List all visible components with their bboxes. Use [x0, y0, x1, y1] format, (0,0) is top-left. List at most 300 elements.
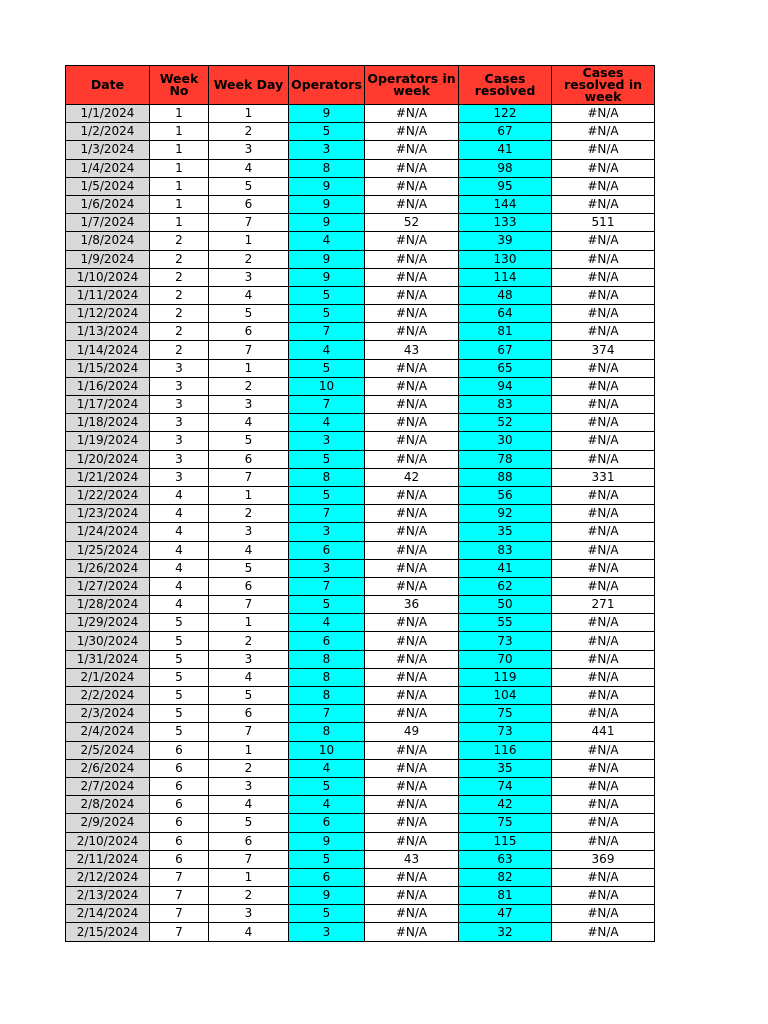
- cases-resolved-in-week-cell[interactable]: 374: [552, 341, 655, 359]
- operators-in-week-cell[interactable]: #N/A: [365, 832, 459, 850]
- cases-resolved-in-week-cell[interactable]: #N/A: [552, 650, 655, 668]
- cases-resolved-cell[interactable]: 73: [459, 632, 552, 650]
- operators-in-week-cell[interactable]: 42: [365, 468, 459, 486]
- week-day-cell[interactable]: 7: [209, 596, 289, 614]
- cases-resolved-in-week-cell[interactable]: #N/A: [552, 505, 655, 523]
- operators-in-week-cell[interactable]: #N/A: [365, 486, 459, 504]
- cases-resolved-cell[interactable]: 56: [459, 486, 552, 504]
- operators-in-week-cell[interactable]: #N/A: [365, 796, 459, 814]
- date-cell[interactable]: 1/11/2024: [66, 286, 150, 304]
- week-no-cell[interactable]: 5: [150, 705, 209, 723]
- operators-in-week-cell[interactable]: #N/A: [365, 541, 459, 559]
- cases-resolved-cell[interactable]: 41: [459, 559, 552, 577]
- cases-resolved-cell[interactable]: 48: [459, 286, 552, 304]
- date-cell[interactable]: 1/19/2024: [66, 432, 150, 450]
- cases-resolved-in-week-cell[interactable]: #N/A: [552, 523, 655, 541]
- operators-in-week-cell[interactable]: 36: [365, 596, 459, 614]
- week-day-cell[interactable]: 5: [209, 814, 289, 832]
- cases-resolved-cell[interactable]: 122: [459, 105, 552, 123]
- cases-resolved-cell[interactable]: 63: [459, 850, 552, 868]
- week-day-cell[interactable]: 2: [209, 505, 289, 523]
- week-no-cell[interactable]: 3: [150, 359, 209, 377]
- week-no-cell[interactable]: 2: [150, 286, 209, 304]
- week-day-cell[interactable]: 4: [209, 541, 289, 559]
- cases-resolved-in-week-cell[interactable]: #N/A: [552, 814, 655, 832]
- date-cell[interactable]: 1/3/2024: [66, 141, 150, 159]
- week-day-cell[interactable]: 1: [209, 486, 289, 504]
- operators-in-week-cell[interactable]: #N/A: [365, 105, 459, 123]
- week-day-cell[interactable]: 7: [209, 850, 289, 868]
- cases-resolved-cell[interactable]: 55: [459, 614, 552, 632]
- cases-resolved-in-week-cell[interactable]: #N/A: [552, 668, 655, 686]
- week-no-cell[interactable]: 6: [150, 832, 209, 850]
- week-day-cell[interactable]: 7: [209, 468, 289, 486]
- operators-cell[interactable]: 8: [289, 668, 365, 686]
- cases-resolved-cell[interactable]: 81: [459, 887, 552, 905]
- date-cell[interactable]: 1/21/2024: [66, 468, 150, 486]
- operators-cell[interactable]: 9: [289, 214, 365, 232]
- cases-resolved-cell[interactable]: 82: [459, 868, 552, 886]
- week-day-cell[interactable]: 2: [209, 377, 289, 395]
- date-cell[interactable]: 2/3/2024: [66, 705, 150, 723]
- week-no-cell[interactable]: 5: [150, 668, 209, 686]
- cases-resolved-in-week-cell[interactable]: #N/A: [552, 123, 655, 141]
- cases-resolved-cell[interactable]: 98: [459, 159, 552, 177]
- cases-resolved-in-week-cell[interactable]: #N/A: [552, 141, 655, 159]
- operators-in-week-cell[interactable]: #N/A: [365, 577, 459, 595]
- cases-resolved-in-week-cell[interactable]: #N/A: [552, 759, 655, 777]
- operators-cell[interactable]: 4: [289, 796, 365, 814]
- week-day-cell[interactable]: 6: [209, 832, 289, 850]
- cases-resolved-in-week-cell[interactable]: 331: [552, 468, 655, 486]
- week-day-cell[interactable]: 3: [209, 141, 289, 159]
- cases-resolved-cell[interactable]: 70: [459, 650, 552, 668]
- date-cell[interactable]: 1/31/2024: [66, 650, 150, 668]
- week-day-cell[interactable]: 1: [209, 614, 289, 632]
- operators-in-week-cell[interactable]: #N/A: [365, 432, 459, 450]
- date-cell[interactable]: 1/28/2024: [66, 596, 150, 614]
- week-day-cell[interactable]: 2: [209, 759, 289, 777]
- operators-in-week-cell[interactable]: #N/A: [365, 123, 459, 141]
- cases-resolved-cell[interactable]: 83: [459, 541, 552, 559]
- operators-cell[interactable]: 9: [289, 177, 365, 195]
- cases-resolved-cell[interactable]: 30: [459, 432, 552, 450]
- operators-in-week-cell[interactable]: #N/A: [365, 814, 459, 832]
- date-cell[interactable]: 1/22/2024: [66, 486, 150, 504]
- week-day-cell[interactable]: 4: [209, 414, 289, 432]
- cases-resolved-in-week-cell[interactable]: #N/A: [552, 268, 655, 286]
- cases-resolved-in-week-cell[interactable]: #N/A: [552, 541, 655, 559]
- cases-resolved-cell[interactable]: 50: [459, 596, 552, 614]
- cases-resolved-in-week-cell[interactable]: #N/A: [552, 923, 655, 941]
- week-day-cell[interactable]: 7: [209, 723, 289, 741]
- cases-resolved-cell[interactable]: 78: [459, 450, 552, 468]
- date-cell[interactable]: 1/4/2024: [66, 159, 150, 177]
- operators-cell[interactable]: 7: [289, 705, 365, 723]
- operators-cell[interactable]: 5: [289, 596, 365, 614]
- operators-in-week-cell[interactable]: #N/A: [365, 195, 459, 213]
- date-cell[interactable]: 1/13/2024: [66, 323, 150, 341]
- week-day-cell[interactable]: 1: [209, 359, 289, 377]
- week-day-cell[interactable]: 4: [209, 286, 289, 304]
- operators-cell[interactable]: 9: [289, 832, 365, 850]
- week-no-cell[interactable]: 4: [150, 486, 209, 504]
- cases-resolved-cell[interactable]: 41: [459, 141, 552, 159]
- operators-cell[interactable]: 3: [289, 523, 365, 541]
- week-day-cell[interactable]: 3: [209, 905, 289, 923]
- date-cell[interactable]: 2/11/2024: [66, 850, 150, 868]
- week-no-cell[interactable]: 6: [150, 741, 209, 759]
- date-cell[interactable]: 2/15/2024: [66, 923, 150, 941]
- cases-resolved-cell[interactable]: 115: [459, 832, 552, 850]
- cases-resolved-in-week-cell[interactable]: #N/A: [552, 323, 655, 341]
- week-day-cell[interactable]: 5: [209, 687, 289, 705]
- operators-in-week-cell[interactable]: 43: [365, 850, 459, 868]
- week-no-cell[interactable]: 6: [150, 814, 209, 832]
- week-day-cell[interactable]: 4: [209, 668, 289, 686]
- cases-resolved-in-week-cell[interactable]: 369: [552, 850, 655, 868]
- operators-in-week-cell[interactable]: 52: [365, 214, 459, 232]
- cases-resolved-in-week-cell[interactable]: #N/A: [552, 359, 655, 377]
- cases-resolved-cell[interactable]: 65: [459, 359, 552, 377]
- cases-resolved-in-week-cell[interactable]: #N/A: [552, 687, 655, 705]
- cases-resolved-in-week-cell[interactable]: #N/A: [552, 632, 655, 650]
- date-cell[interactable]: 1/23/2024: [66, 505, 150, 523]
- operators-cell[interactable]: 6: [289, 814, 365, 832]
- operators-cell[interactable]: 8: [289, 723, 365, 741]
- operators-cell[interactable]: 5: [289, 777, 365, 795]
- date-cell[interactable]: 1/1/2024: [66, 105, 150, 123]
- week-no-cell[interactable]: 6: [150, 796, 209, 814]
- operators-in-week-cell[interactable]: #N/A: [365, 250, 459, 268]
- operators-cell[interactable]: 7: [289, 577, 365, 595]
- operators-in-week-cell[interactable]: #N/A: [365, 305, 459, 323]
- cases-resolved-cell[interactable]: 104: [459, 687, 552, 705]
- date-cell[interactable]: 2/1/2024: [66, 668, 150, 686]
- operators-cell[interactable]: 3: [289, 432, 365, 450]
- operators-in-week-cell[interactable]: #N/A: [365, 177, 459, 195]
- week-no-cell[interactable]: 5: [150, 650, 209, 668]
- week-no-cell[interactable]: 4: [150, 577, 209, 595]
- date-cell[interactable]: 1/6/2024: [66, 195, 150, 213]
- date-cell[interactable]: 1/24/2024: [66, 523, 150, 541]
- week-day-cell[interactable]: 3: [209, 396, 289, 414]
- operators-cell[interactable]: 4: [289, 414, 365, 432]
- operators-in-week-cell[interactable]: #N/A: [365, 687, 459, 705]
- week-no-cell[interactable]: 5: [150, 614, 209, 632]
- operators-in-week-cell[interactable]: #N/A: [365, 359, 459, 377]
- cases-resolved-cell[interactable]: 95: [459, 177, 552, 195]
- cases-resolved-in-week-cell[interactable]: #N/A: [552, 868, 655, 886]
- week-day-cell[interactable]: 6: [209, 195, 289, 213]
- week-no-cell[interactable]: 3: [150, 432, 209, 450]
- operators-in-week-cell[interactable]: #N/A: [365, 741, 459, 759]
- date-cell[interactable]: 2/14/2024: [66, 905, 150, 923]
- cases-resolved-cell[interactable]: 62: [459, 577, 552, 595]
- header-cases-resolved[interactable]: Cases resolved: [459, 66, 552, 105]
- cases-resolved-cell[interactable]: 114: [459, 268, 552, 286]
- operators-cell[interactable]: 9: [289, 195, 365, 213]
- operators-cell[interactable]: 8: [289, 159, 365, 177]
- week-day-cell[interactable]: 2: [209, 887, 289, 905]
- operators-in-week-cell[interactable]: #N/A: [365, 868, 459, 886]
- operators-cell[interactable]: 6: [289, 541, 365, 559]
- operators-in-week-cell[interactable]: #N/A: [365, 923, 459, 941]
- date-cell[interactable]: 1/26/2024: [66, 559, 150, 577]
- week-day-cell[interactable]: 6: [209, 450, 289, 468]
- week-no-cell[interactable]: 2: [150, 250, 209, 268]
- week-no-cell[interactable]: 3: [150, 450, 209, 468]
- week-day-cell[interactable]: 4: [209, 923, 289, 941]
- operators-cell[interactable]: 10: [289, 377, 365, 395]
- date-cell[interactable]: 1/12/2024: [66, 305, 150, 323]
- header-cases-resolved-in-week[interactable]: Cases resolved in week: [552, 66, 655, 105]
- week-no-cell[interactable]: 2: [150, 305, 209, 323]
- cases-resolved-in-week-cell[interactable]: #N/A: [552, 105, 655, 123]
- week-no-cell[interactable]: 2: [150, 341, 209, 359]
- week-day-cell[interactable]: 3: [209, 650, 289, 668]
- cases-resolved-cell[interactable]: 75: [459, 814, 552, 832]
- cases-resolved-in-week-cell[interactable]: #N/A: [552, 250, 655, 268]
- week-no-cell[interactable]: 3: [150, 468, 209, 486]
- cases-resolved-in-week-cell[interactable]: 271: [552, 596, 655, 614]
- week-day-cell[interactable]: 1: [209, 105, 289, 123]
- operators-in-week-cell[interactable]: #N/A: [365, 414, 459, 432]
- cases-resolved-cell[interactable]: 52: [459, 414, 552, 432]
- operators-in-week-cell[interactable]: #N/A: [365, 505, 459, 523]
- week-no-cell[interactable]: 3: [150, 396, 209, 414]
- cases-resolved-in-week-cell[interactable]: #N/A: [552, 177, 655, 195]
- cases-resolved-in-week-cell[interactable]: #N/A: [552, 414, 655, 432]
- week-day-cell[interactable]: 1: [209, 868, 289, 886]
- week-no-cell[interactable]: 1: [150, 159, 209, 177]
- week-no-cell[interactable]: 3: [150, 414, 209, 432]
- operators-cell[interactable]: 7: [289, 396, 365, 414]
- week-day-cell[interactable]: 4: [209, 796, 289, 814]
- date-cell[interactable]: 1/29/2024: [66, 614, 150, 632]
- week-no-cell[interactable]: 4: [150, 559, 209, 577]
- header-operators[interactable]: Operators: [289, 66, 365, 105]
- date-cell[interactable]: 1/8/2024: [66, 232, 150, 250]
- date-cell[interactable]: 2/4/2024: [66, 723, 150, 741]
- cases-resolved-cell[interactable]: 130: [459, 250, 552, 268]
- operators-cell[interactable]: 6: [289, 632, 365, 650]
- operators-in-week-cell[interactable]: #N/A: [365, 377, 459, 395]
- week-no-cell[interactable]: 7: [150, 868, 209, 886]
- header-date[interactable]: Date: [66, 66, 150, 105]
- operators-in-week-cell[interactable]: 43: [365, 341, 459, 359]
- week-day-cell[interactable]: 5: [209, 305, 289, 323]
- week-no-cell[interactable]: 1: [150, 177, 209, 195]
- cases-resolved-in-week-cell[interactable]: #N/A: [552, 832, 655, 850]
- operators-cell[interactable]: 7: [289, 505, 365, 523]
- operators-cell[interactable]: 3: [289, 559, 365, 577]
- operators-in-week-cell[interactable]: #N/A: [365, 777, 459, 795]
- operators-in-week-cell[interactable]: #N/A: [365, 650, 459, 668]
- cases-resolved-in-week-cell[interactable]: #N/A: [552, 777, 655, 795]
- cases-resolved-cell[interactable]: 74: [459, 777, 552, 795]
- operators-cell[interactable]: 6: [289, 868, 365, 886]
- week-no-cell[interactable]: 7: [150, 905, 209, 923]
- week-day-cell[interactable]: 7: [209, 214, 289, 232]
- date-cell[interactable]: 2/13/2024: [66, 887, 150, 905]
- operators-cell[interactable]: 4: [289, 759, 365, 777]
- operators-in-week-cell[interactable]: #N/A: [365, 159, 459, 177]
- operators-in-week-cell[interactable]: #N/A: [365, 286, 459, 304]
- operators-in-week-cell[interactable]: #N/A: [365, 887, 459, 905]
- operators-cell[interactable]: 5: [289, 359, 365, 377]
- operators-in-week-cell[interactable]: #N/A: [365, 559, 459, 577]
- week-day-cell[interactable]: 6: [209, 323, 289, 341]
- cases-resolved-cell[interactable]: 88: [459, 468, 552, 486]
- cases-resolved-cell[interactable]: 116: [459, 741, 552, 759]
- cases-resolved-in-week-cell[interactable]: #N/A: [552, 377, 655, 395]
- operators-in-week-cell[interactable]: #N/A: [365, 632, 459, 650]
- cases-resolved-in-week-cell[interactable]: #N/A: [552, 741, 655, 759]
- cases-resolved-in-week-cell[interactable]: #N/A: [552, 887, 655, 905]
- cases-resolved-cell[interactable]: 144: [459, 195, 552, 213]
- cases-resolved-cell[interactable]: 94: [459, 377, 552, 395]
- cases-resolved-in-week-cell[interactable]: #N/A: [552, 159, 655, 177]
- week-no-cell[interactable]: 1: [150, 214, 209, 232]
- operators-cell[interactable]: 9: [289, 268, 365, 286]
- operators-in-week-cell[interactable]: 49: [365, 723, 459, 741]
- operators-cell[interactable]: 10: [289, 741, 365, 759]
- operators-cell[interactable]: 9: [289, 887, 365, 905]
- week-day-cell[interactable]: 5: [209, 177, 289, 195]
- week-day-cell[interactable]: 3: [209, 523, 289, 541]
- operators-cell[interactable]: 4: [289, 614, 365, 632]
- week-no-cell[interactable]: 6: [150, 759, 209, 777]
- operators-cell[interactable]: 5: [289, 286, 365, 304]
- date-cell[interactable]: 2/8/2024: [66, 796, 150, 814]
- week-no-cell[interactable]: 7: [150, 887, 209, 905]
- operators-in-week-cell[interactable]: #N/A: [365, 396, 459, 414]
- cases-resolved-in-week-cell[interactable]: 511: [552, 214, 655, 232]
- cases-resolved-in-week-cell[interactable]: 441: [552, 723, 655, 741]
- date-cell[interactable]: 1/5/2024: [66, 177, 150, 195]
- week-no-cell[interactable]: 5: [150, 632, 209, 650]
- operators-cell[interactable]: 4: [289, 341, 365, 359]
- cases-resolved-cell[interactable]: 35: [459, 759, 552, 777]
- date-cell[interactable]: 2/10/2024: [66, 832, 150, 850]
- cases-resolved-cell[interactable]: 42: [459, 796, 552, 814]
- date-cell[interactable]: 2/12/2024: [66, 868, 150, 886]
- date-cell[interactable]: 1/9/2024: [66, 250, 150, 268]
- week-day-cell[interactable]: 5: [209, 559, 289, 577]
- cases-resolved-cell[interactable]: 73: [459, 723, 552, 741]
- week-no-cell[interactable]: 4: [150, 541, 209, 559]
- date-cell[interactable]: 1/15/2024: [66, 359, 150, 377]
- date-cell[interactable]: 1/2/2024: [66, 123, 150, 141]
- week-day-cell[interactable]: 3: [209, 777, 289, 795]
- cases-resolved-cell[interactable]: 133: [459, 214, 552, 232]
- operators-cell[interactable]: 5: [289, 486, 365, 504]
- week-day-cell[interactable]: 3: [209, 268, 289, 286]
- cases-resolved-cell[interactable]: 92: [459, 505, 552, 523]
- date-cell[interactable]: 1/18/2024: [66, 414, 150, 432]
- week-no-cell[interactable]: 1: [150, 195, 209, 213]
- cases-resolved-cell[interactable]: 83: [459, 396, 552, 414]
- week-day-cell[interactable]: 1: [209, 741, 289, 759]
- week-no-cell[interactable]: 2: [150, 323, 209, 341]
- week-no-cell[interactable]: 7: [150, 923, 209, 941]
- week-day-cell[interactable]: 6: [209, 705, 289, 723]
- week-no-cell[interactable]: 4: [150, 596, 209, 614]
- week-day-cell[interactable]: 2: [209, 632, 289, 650]
- cases-resolved-in-week-cell[interactable]: #N/A: [552, 705, 655, 723]
- week-no-cell[interactable]: 1: [150, 105, 209, 123]
- date-cell[interactable]: 2/7/2024: [66, 777, 150, 795]
- week-no-cell[interactable]: 1: [150, 141, 209, 159]
- cases-resolved-in-week-cell[interactable]: #N/A: [552, 286, 655, 304]
- week-day-cell[interactable]: 2: [209, 250, 289, 268]
- header-week-no[interactable]: Week No: [150, 66, 209, 105]
- header-week-day[interactable]: Week Day: [209, 66, 289, 105]
- week-no-cell[interactable]: 3: [150, 377, 209, 395]
- week-day-cell[interactable]: 4: [209, 159, 289, 177]
- operators-cell[interactable]: 3: [289, 141, 365, 159]
- date-cell[interactable]: 1/7/2024: [66, 214, 150, 232]
- operators-in-week-cell[interactable]: #N/A: [365, 905, 459, 923]
- week-no-cell[interactable]: 2: [150, 268, 209, 286]
- operators-cell[interactable]: 3: [289, 923, 365, 941]
- operators-cell[interactable]: 4: [289, 232, 365, 250]
- cases-resolved-cell[interactable]: 119: [459, 668, 552, 686]
- header-operators-in-week[interactable]: Operators in week: [365, 66, 459, 105]
- operators-cell[interactable]: 8: [289, 468, 365, 486]
- operators-in-week-cell[interactable]: #N/A: [365, 668, 459, 686]
- week-no-cell[interactable]: 4: [150, 505, 209, 523]
- cases-resolved-in-week-cell[interactable]: #N/A: [552, 305, 655, 323]
- date-cell[interactable]: 1/17/2024: [66, 396, 150, 414]
- week-no-cell[interactable]: 4: [150, 523, 209, 541]
- cases-resolved-cell[interactable]: 81: [459, 323, 552, 341]
- cases-resolved-in-week-cell[interactable]: #N/A: [552, 796, 655, 814]
- cases-resolved-cell[interactable]: 75: [459, 705, 552, 723]
- cases-resolved-cell[interactable]: 32: [459, 923, 552, 941]
- date-cell[interactable]: 1/16/2024: [66, 377, 150, 395]
- operators-cell[interactable]: 8: [289, 650, 365, 668]
- operators-cell[interactable]: 8: [289, 687, 365, 705]
- cases-resolved-cell[interactable]: 35: [459, 523, 552, 541]
- week-no-cell[interactable]: 6: [150, 777, 209, 795]
- cases-resolved-cell[interactable]: 67: [459, 123, 552, 141]
- cases-resolved-cell[interactable]: 67: [459, 341, 552, 359]
- week-day-cell[interactable]: 2: [209, 123, 289, 141]
- date-cell[interactable]: 1/10/2024: [66, 268, 150, 286]
- week-no-cell[interactable]: 1: [150, 123, 209, 141]
- cases-resolved-cell[interactable]: 47: [459, 905, 552, 923]
- operators-cell[interactable]: 5: [289, 123, 365, 141]
- date-cell[interactable]: 1/25/2024: [66, 541, 150, 559]
- cases-resolved-in-week-cell[interactable]: #N/A: [552, 905, 655, 923]
- operators-in-week-cell[interactable]: #N/A: [365, 323, 459, 341]
- cases-resolved-in-week-cell[interactable]: #N/A: [552, 396, 655, 414]
- operators-in-week-cell[interactable]: #N/A: [365, 759, 459, 777]
- operators-cell[interactable]: 5: [289, 905, 365, 923]
- cases-resolved-in-week-cell[interactable]: #N/A: [552, 614, 655, 632]
- week-day-cell[interactable]: 6: [209, 577, 289, 595]
- date-cell[interactable]: 1/27/2024: [66, 577, 150, 595]
- date-cell[interactable]: 1/30/2024: [66, 632, 150, 650]
- operators-cell[interactable]: 5: [289, 305, 365, 323]
- week-day-cell[interactable]: 5: [209, 432, 289, 450]
- cases-resolved-in-week-cell[interactable]: #N/A: [552, 432, 655, 450]
- cases-resolved-in-week-cell[interactable]: #N/A: [552, 450, 655, 468]
- operators-cell[interactable]: 9: [289, 105, 365, 123]
- cases-resolved-in-week-cell[interactable]: #N/A: [552, 486, 655, 504]
